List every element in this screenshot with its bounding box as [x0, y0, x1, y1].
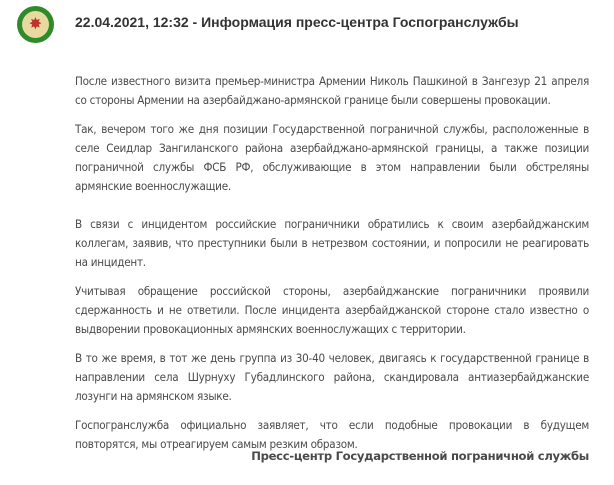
signature: Пресс-центр Государственной пограничной службы: [251, 449, 589, 463]
paragraph: В связи с инцидентом российские пограничники обратились к своим азербайджанским коллегам, заявив, что преступники были в нетрезвом состоянии, и попросили не реагировать на инцидент.: [75, 217, 589, 269]
paragraph: Учитывая обращение российской стороны, азербайджанские пограничники проявили сдержанность и не ответили. После инцидента азербайджанской стороне стало известно о выдворении провокационных армянских военнослужащих с территории.: [75, 284, 589, 336]
emblem-icon: ✸: [17, 6, 54, 43]
article-body: [75, 72, 589, 464]
page-title: 22.04.2021, 12:32 - Информация пресс-центра Госпогранслужбы: [75, 14, 519, 30]
paragraph: После известного визита премьер-министра Армении Николь Пашкиной в Зангезур 21 апреля со стороны Армении на азербайджано-армянской границе были совершены провокации.: [75, 74, 589, 107]
paragraph: Так, вечером того же дня позиции Государственной пограничной службы, расположенные в селе Сеидлар Зангиланского района азербайджано-армянской границы, а также позиции пограничной службы ФСБ РФ, обслуживающие в этом направлении были обстреляны армянские военнослужащие.: [75, 122, 589, 193]
paragraph: В то же время, в тот же день группа из 30-40 человек, двигаясь к государственной границе в направлении села Шурнуху Губадлинского района, скандировала антиазербайджанские лозунги на армянском языке.: [75, 351, 589, 403]
header: [17, 6, 54, 43]
paragraph: Госпогранслужба официально заявляет, что если подобные провокации в будущем повторятся, мы отреагируем самым резким образом.: [75, 418, 589, 451]
